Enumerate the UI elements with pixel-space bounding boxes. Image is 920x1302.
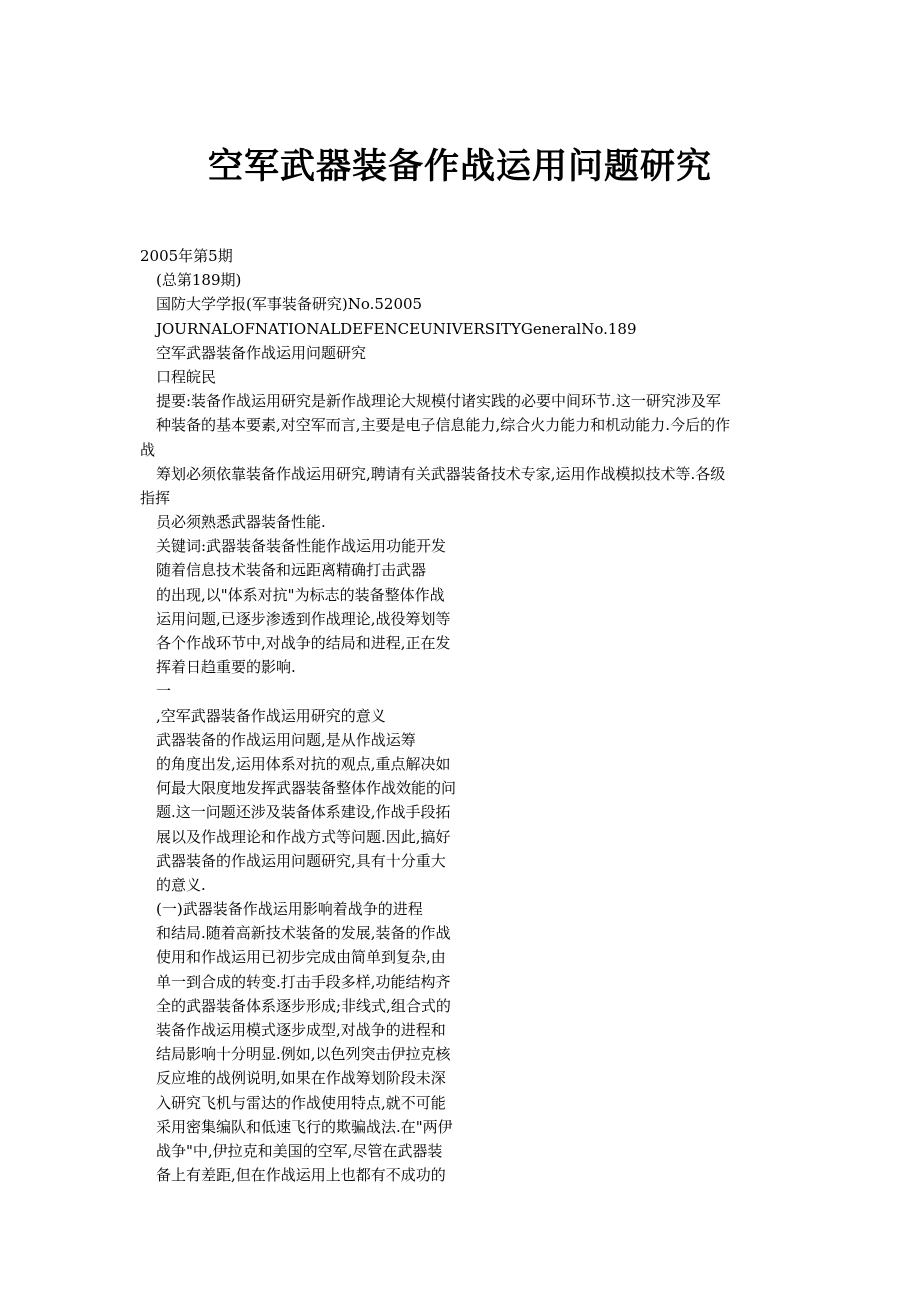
text-line: 的角度出发,运用体系对抗的观点,重点解决如 [156,754,451,773]
text-line: 使用和作战运用已初步完成由简单到复杂,由 [156,948,446,967]
text-line: 员必须熟悉武器装备性能. [156,513,326,532]
text-line: 关键词:武器装备装备性能作战运用功能开发 [156,537,447,556]
text-line: 国防大学学报(军事装备研究)No.52005 [156,295,423,314]
text-line: 武器装备的作战运用问题研究,具有十分重大 [156,851,446,870]
text-line: 结局影响十分明显.例如,以色列突击伊拉克核 [156,1045,451,1064]
text-line: 口程皖民 [156,367,217,386]
text-line: 反应堆的战例说明,如果在作战筹划阶段未深 [156,1069,446,1088]
document-title: 空军武器装备作战运用问题研究 [207,147,712,187]
text-line: 运用问题,已逐步渗透到作战理论,战役筹划等 [156,609,451,628]
text-line: 各个作战环节中,对战争的结局和进程,正在发 [156,634,451,652]
text-line: JOURNALOFNATIONALDEFENCEUNIVERSITYGeneralNo.189 [156,319,637,338]
text-line: 提要:装备作战运用研究是新作战理论大规模付诸实践的必要中间环节.这一研究涉及军 [156,392,721,411]
text-line: 采用密集编队和低速飞行的欺骗战法.在"两伊 [156,1117,453,1136]
text-line: 装备作战运用模式逐步成型,对战争的进程和 [156,1021,446,1039]
text-line: 2005年第5期 [140,247,233,265]
text-line: 备上有差距,但在作战运用上也都有不成功的 [156,1166,446,1185]
text-line: 展以及作战理论和作战方式等问题.因此,搞好 [156,827,451,846]
text-line: ,空军武器装备作战运用研究的意义 [156,706,386,725]
text-line: 挥着日趋重要的影响. [156,658,296,677]
text-line: 单一到合成的转变.打击手段多样,功能结构齐 [156,972,451,991]
text-line: 武器装备的作战运用问题,是从作战运筹 [156,730,416,749]
text-line: 空军武器装备作战运用问题研究 [156,343,367,362]
text-line: 入研究飞机与雷达的作战使用特点,就不可能 [156,1093,446,1112]
text-line: 战争"中,伊拉克和美国的空军,尽管在武器装 [156,1141,443,1160]
text-line: 随着信息技术装备和远距离精确打击武器 [156,561,427,580]
text-line: 战 [140,440,156,459]
text-line: 指挥 [140,488,171,507]
text-line: 全的武器装备体系逐步形成;非线式,组合式的 [156,996,451,1015]
text-line: 和结局.随着高新技术装备的发展,装备的作战 [156,924,451,943]
text-line: 的意义. [156,875,206,894]
text-line: 何最大限度地发挥武器装备整体作战效能的问 [156,779,457,798]
text-line: 的出现,以"体系对抗"为标志的装备整体作战 [156,585,445,604]
text-line: 筹划必须依靠装备作战运用研究,聘请有关武器装备技术专家,运用作战模拟技术等.各级 [156,464,726,483]
document-body [140,244,800,1187]
text-line: 种装备的基本要素,对空军而言,主要是电子信息能力,综合火力能力和机动能力.今后的作 [156,416,731,435]
text-line: (总第189期) [156,271,242,290]
text-line: (一)武器装备作战运用影响着战争的进程 [156,900,423,919]
text-line: 一 [156,682,172,701]
text-line: 题.这一问题还涉及装备体系建设,作战手段拓 [156,803,451,822]
